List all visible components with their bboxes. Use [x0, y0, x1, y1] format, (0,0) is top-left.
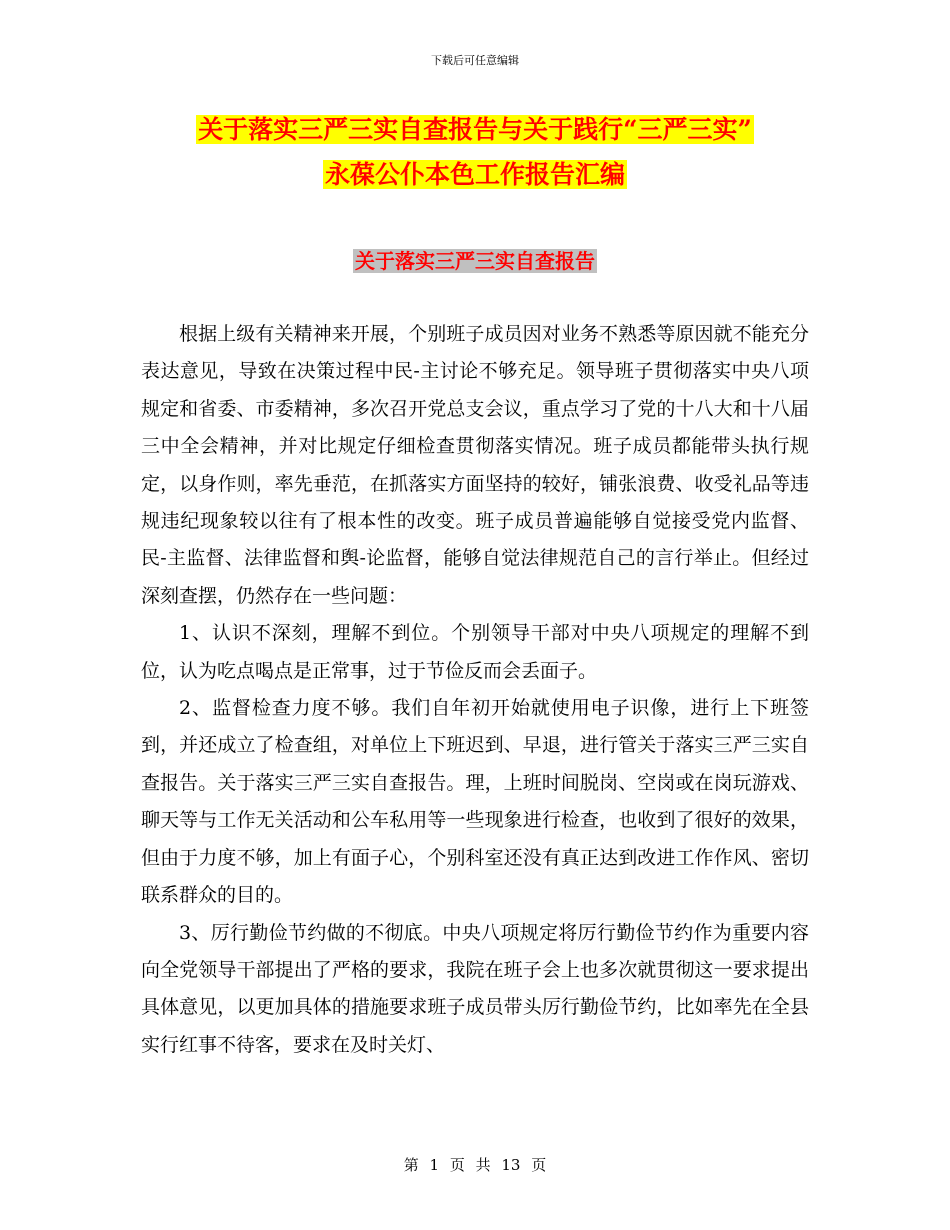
document-body — [141, 316, 809, 1064]
section-title — [0, 246, 950, 276]
body-paragraph-item-1: 1、认识不深刻，理解不到位。个别领导干部对中央八项规定的理解不到位，认为吃点喝点是正常事，过于节俭反而会丢面子。 — [141, 622, 809, 682]
document-title-line-1-text: 关于落实三严三实自查报告与关于践行“三严三实” — [198, 115, 752, 144]
page-number-footer: 第 1 页 共 13 页 — [403, 1156, 547, 1174]
document-title-line-1 — [0, 112, 950, 148]
page-header-note: 下载后可任意编辑 — [431, 54, 519, 67]
body-paragraph-item-2: 2、监督检查力度不够。我们自年初开始就使用电子识像，进行上下班签到，并还成立了检查组，对单位上下班迟到、早退，进行管关于落实三严三实自查报告。关于落实三严三实自查报告。理，上班时间脱岗、空岗或在岗玩游戏、聊天等与工作无关活动和公车私用等一些现象进行检查，也收到了很好的效果，但由于力度不够，加上有面子心，个别科室还没有真正达到改进工作作风、密切联系群众的目的。 — [141, 697, 809, 907]
document-title-line-2-text: 永葆公仆本色工作报告汇编 — [324, 160, 625, 189]
section-title-text: 关于落实三严三实自查报告 — [355, 249, 595, 273]
document-title-line-2 — [0, 157, 950, 193]
body-paragraph-item-3: 3、厉行勤俭节约做的不彻底。中央八项规定将厉行勤俭节约作为重要内容向全党领导干部提出了严格的要求，我院在班子会上也多次就贯彻这一要求提出具体意见，以更加具体的措施要求班子成员带头厉行勤俭节约，比如率先在全县实行红事不待客，要求在及时关灯、 — [141, 921, 809, 1056]
body-paragraph-intro: 根据上级有关精神来开展，个别班子成员因对业务不熟悉等原因就不能充分表达意见，导致在决策过程中民-主讨论不够充足。领导班子贯彻落实中央八项规定和省委、市委精神，多次召开党总支会议，重点学习了党的十八大和十八届三中全会精神，并对比规定仔细检查贯彻落实情况。班子成员都能带头执行规定，以身作则，率先垂范，在抓落实方面坚持的较好，铺张浪费、收受礼品等违规违纪现象较以往有了根本性的改变。班子成员普遍能够自觉接受党内监督、民-主监督、法律监督和舆-论监督，能够自觉法律规范自己的言行举止。但经过深刻查摆，仍然存在一些问题： — [141, 323, 809, 607]
